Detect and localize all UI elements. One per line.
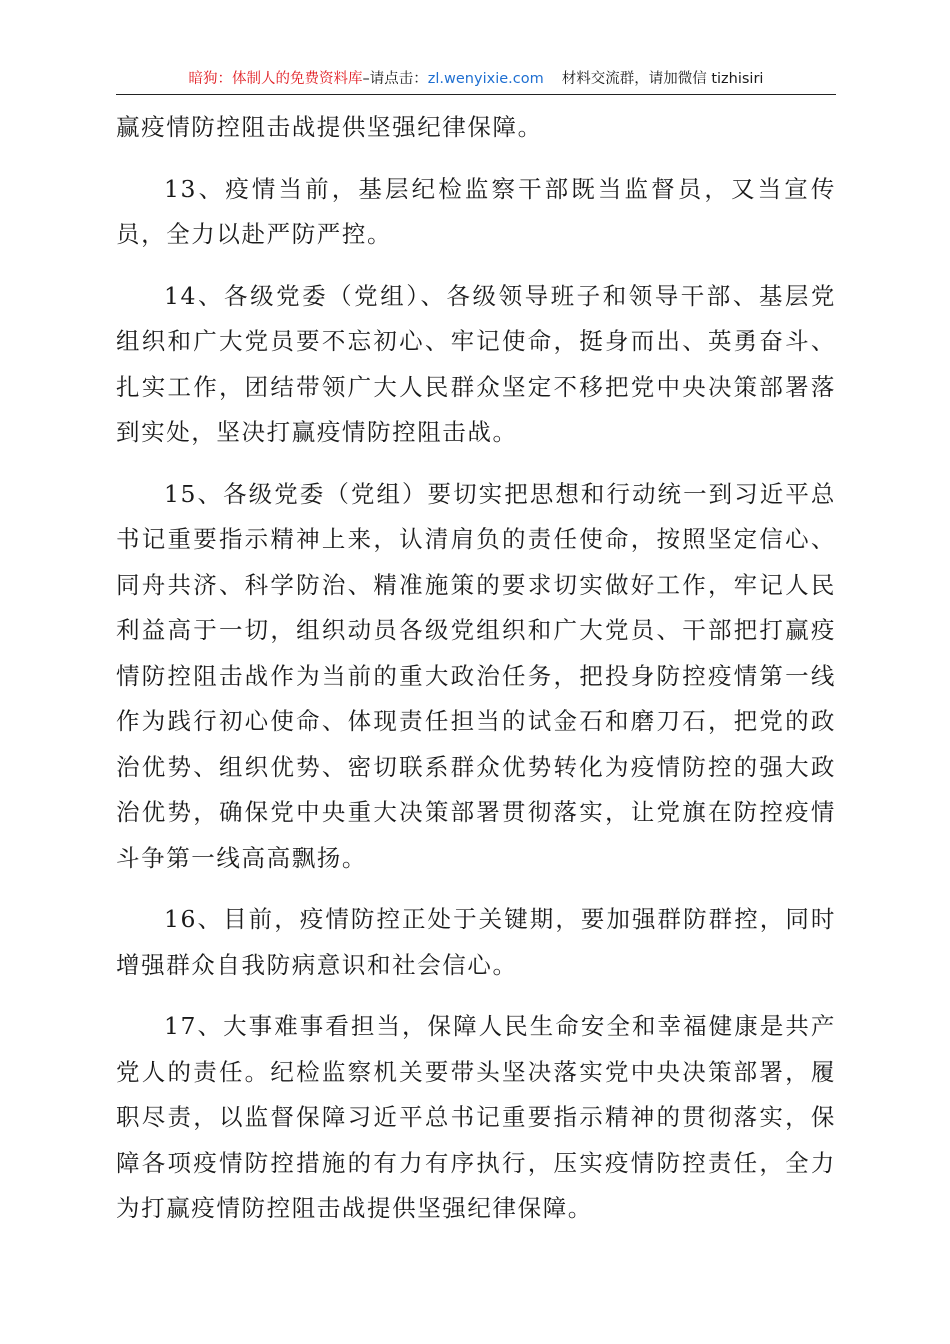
paragraph-14: 14、各级党委（党组）、各级领导班子和领导干部、基层党组织和广大党员要不忘初心、牢记使命，挺身而出、英勇奋斗、扎实工作，团结带领广大人民群众坚定不移把党中央决策部署落到实处，坚决打赢疫情防控阻击战。 <box>116 281 836 446</box>
paragraph-15: 15、各级党委（党组）要切实把思想和行动统一到习近平总书记重要指示精神上来，认清肩负的责任使命，按照坚定信心、同舟共济、科学防治、精准施策的要求切实做好工作，牢记人民利益高于一切，组织动员各级党组织和广大党员、干部把打赢疫情防控阻击战作为当前的重大政治任务，把投身防控疫情第一线作为践行初心使命、体现责任担当的试金石和磨刀石，把党的政治优势、组织优势、密切联系群众优势转化为疫情防控的强大政治优势，确保党中央重大决策部署贯彻落实，让党旗在防控疫情斗争第一线高高飘扬。 <box>116 479 836 872</box>
paragraph-16: 16、目前，疫情防控正处于关键期，要加强群防群控，同时增强群众自我防病意识和社会信心。 <box>116 905 836 979</box>
paragraph-17: 17、大事难事看担当，保障人民生命安全和幸福健康是共产党人的责任。纪检监察机关要带头坚决落实党中央决策部署，履职尽责，以监督保障习近平总书记重要指示精神的贯彻落实，保障各项疫情防控措施的有力有序执行，压实疫情防控责任，全力为打赢疫情防控阻击战提供坚强纪律保障。 <box>116 1012 836 1222</box>
header-contact: 材料交流群，请加微信 tizhisiri <box>561 71 764 87</box>
header-url-link[interactable]: zl.wenyixie.com <box>427 71 544 87</box>
header-prompt: –请点击： <box>362 71 428 87</box>
paragraph-13: 13、疫情当前，基层纪检监察干部既当监督员，又当宣传员，全力以赴严防严控。 <box>116 174 836 248</box>
document-body <box>116 105 836 1248</box>
paragraph-continuation: 赢疫情防控阻击战提供坚强纪律保障。 <box>116 113 543 141</box>
header-brand: 暗狗：体制人的免费资料库 <box>188 71 363 87</box>
page-header <box>116 64 836 95</box>
